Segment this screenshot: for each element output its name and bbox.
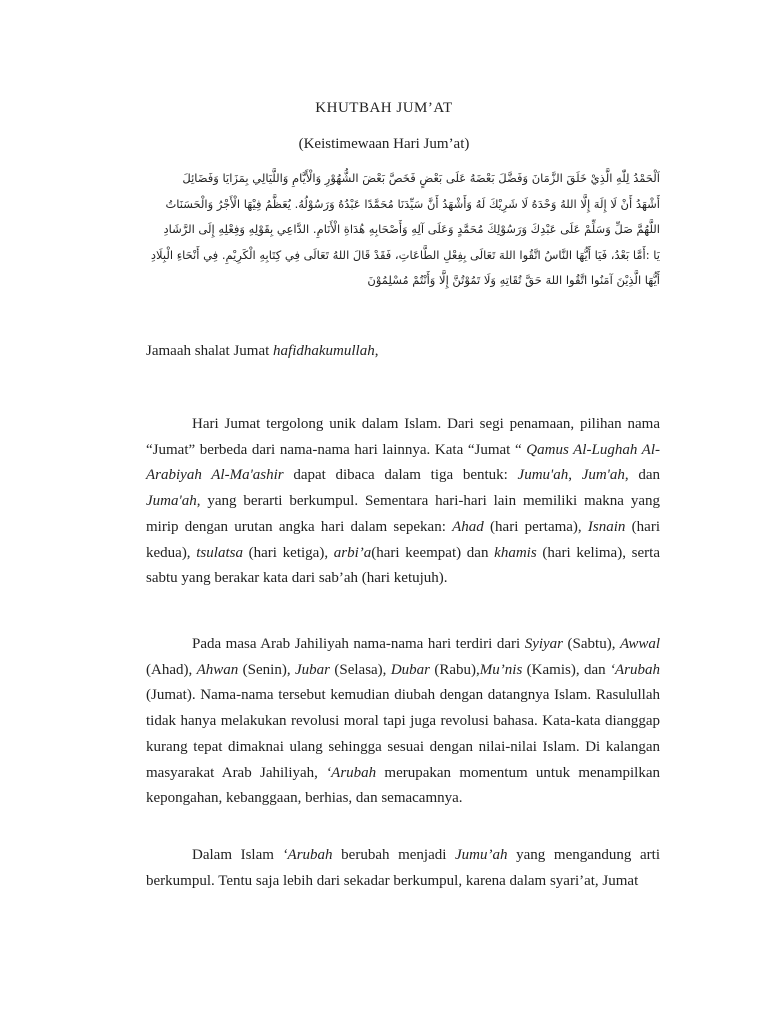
italic-run: Jumu'ah	[517, 467, 569, 484]
paragraph-2	[146, 632, 660, 812]
text-run: (hari ketiga),	[242, 544, 334, 561]
italic-run: Awwal	[619, 636, 660, 652]
italic-run: Jum'ah	[581, 467, 625, 484]
paragraph-3	[146, 843, 660, 894]
text-run: (Sabtu),	[563, 636, 620, 652]
arabic-line: اللَّهُمَّ صَلِّ وَسَلِّمْ عَلَى عَبْدِكَ وَرَسُوْلِكَ مُحَمَّدٍ وَعَلَى آلِهِ وَأَصْحَابِهِ هُدَاةِ الْأَنَامِ. الدَّاعِي بِقَوْلِهِ وَفِعْلِهِ إِلَى الرَّشَادِ	[163, 222, 660, 236]
arabic-line: يَا :أَمَّا بَعْدُ، فَيَا أَيُّهَا النَّاسُ اتَّقُوا اللهَ تَعَالَى بِفِعْلِ الطَّاعَاتِ، فَقَدْ قَالَ اللهُ تَعَالَى فِي كِتَابِهِ الْكَرِيْمِ. فِي أَنْحَاءِ الْبِلَادِ	[150, 247, 660, 262]
text-run: , dan	[624, 467, 660, 484]
italic-run: ‘Arubah	[282, 847, 333, 863]
text-run: (hari pertama),	[483, 518, 588, 535]
text-run: merupakan momentum untuk menampilkan kepongahan, kebanggaan, berhias, dan semacamnya.	[146, 764, 660, 807]
italic-run: Jumu’ah	[455, 847, 508, 863]
text-run: (Jumat). Nama-nama tersebut kemudian diubah dengan datangnya Islam. Rasulullah tidak hanya melakukan revolusi moral tapi juga revolusi bahasa. Kata-kata dianggap kurang tepat dimaknai ulang sehingga sesuai dengan nilai-nilai Islam. Di kalangan masyarakat Arab Jahiliyah,	[146, 687, 660, 781]
italic-run: ‘Arubah	[610, 661, 661, 678]
arabic-line: أَشْهَدُ أَنْ لَا إِلَهَ إِلَّا اللهُ وَحْدَهُ لَا شَرِيْكَ لَهُ وَأَشْهَدُ أَنَّ سَيِّدَنَا مُحَمَّدًا عَبْدُهُ وَرَسُوْلُهُ. يُعَظَّمُ فِيْهَا الْأَجْرُ وَالْحَسَنَاتُ	[165, 196, 660, 211]
italic-run: Ahad	[452, 518, 484, 535]
text-run: dapat dibaca dalam tiga bentuk:	[283, 467, 518, 484]
arabic-opening-prayer	[146, 166, 660, 294]
greeting-line	[146, 343, 378, 360]
greeting-text: Jamaah shalat Jumat	[146, 343, 274, 359]
italic-run: Mu’nis	[479, 661, 523, 678]
arabic-line: اَلْحَمْدُ لِلّٰهِ الَّذِيْ خَلَقَ الزَّمَانَ وَفَضَّلَ بَعْضَهُ عَلَى بَعْضٍ فَخَصَّ بَعْضَ الشُّهُوْرِ وَالْأَيَّامِ وَاللَّيَالِي بِمَزَايَا وَفَضَائِلَ	[182, 171, 660, 185]
italic-run: tsulatsa	[196, 544, 243, 561]
text-run: yang mengandung arti berkumpul. Tentu saja lebih dari sekadar berkumpul, karena dalam syari’at, Jumat	[146, 847, 660, 889]
text-run: Dalam Islam	[192, 847, 283, 863]
text-run: Hari Jumat tergolong unik dalam Islam. Dari segi penamaan, pilihan nama “Jumat” berbeda dari nama-nama hari lainnya. Kata “Jumat “	[146, 416, 660, 458]
italic-run: arbi’a	[333, 544, 372, 561]
arabic-line: أَيُّهَا الَّذِيْنَ آمَنُوا اتَّقُوا اللهَ حَقَّ تُقَاتِهِ وَلَا تَمُوْتُنَّ إِلَّا وَأَنْتُمْ مُسْلِمُوْنَ	[367, 273, 660, 287]
document-title: KHUTBAH JUM’AT	[315, 100, 453, 116]
text-run: (Kamis), dan	[522, 661, 611, 678]
text-run: (Rabu),	[430, 661, 480, 678]
text-run: (Selasa),	[329, 661, 391, 678]
text-run: ,	[568, 467, 582, 484]
italic-run: Dubar	[390, 661, 430, 678]
paragraph-1	[146, 412, 660, 592]
text-run: (hari kedua),	[146, 518, 660, 561]
text-run: Pada masa Arab Jahiliyah nama-nama hari terdiri dari	[192, 636, 525, 652]
greeting-end: ,	[374, 343, 379, 359]
greeting-italic: hafidhakumullah	[273, 343, 375, 359]
text-run: (Senin),	[238, 661, 295, 678]
text-run: berubah menjadi	[332, 847, 456, 863]
italic-run: khamis	[494, 544, 537, 561]
italic-run: ‘Arubah	[326, 764, 377, 781]
text-run: (Ahad),	[146, 661, 197, 678]
text-run: (hari kelima), serta sabtu yang berakar kata dari sab’ah (hari ketujuh).	[146, 544, 660, 587]
italic-run: Juma'ah	[146, 493, 197, 510]
italic-run: Qamus Al-Lughah Al-Arabiyah Al-Ma'ashir	[146, 441, 661, 484]
italic-run: Isnain	[587, 518, 626, 535]
text-run: , yang berarti berkumpul. Sementara hari-hari lain memiliki makna yang mirip dengan urutan angka hari dalam sepekan:	[146, 493, 660, 535]
text-run: (hari keempat) dan	[371, 544, 495, 561]
italic-run: Syiyar	[524, 636, 564, 652]
document-subtitle: (Keistimewaan Hari Jum’at)	[298, 136, 470, 152]
italic-run: Ahwan	[196, 661, 239, 678]
italic-run: Jubar	[294, 661, 330, 678]
